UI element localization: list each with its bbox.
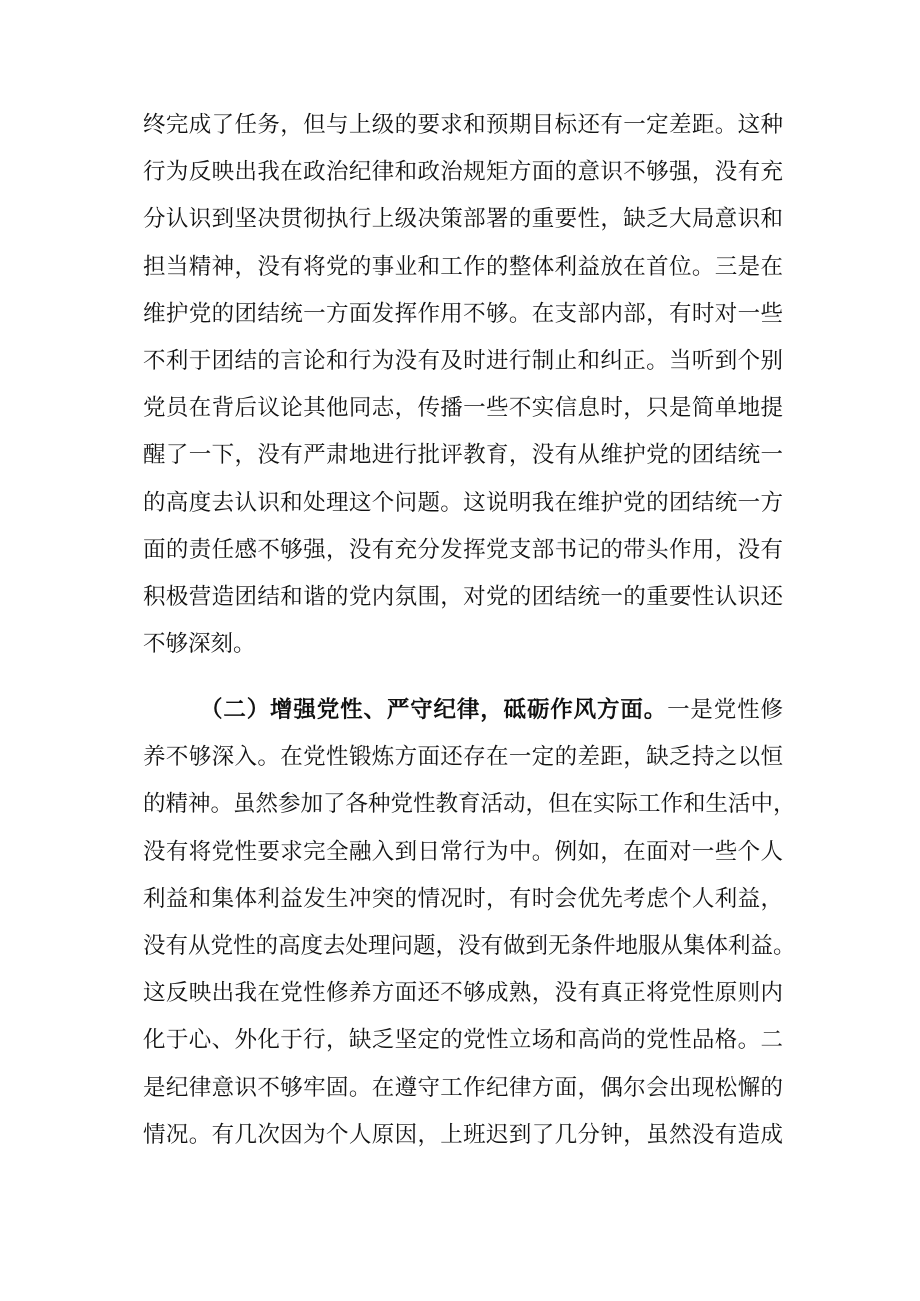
text-line: 党员在背后议论其他同志，传播一些不实信息时，只是简单地提: [143, 395, 783, 422]
section-heading: （二）增强党性、严守纪律，砥砺作风方面。: [200, 697, 668, 723]
text-line: 是纪律意识不够牢固。在遵守工作纪律方面，偶尔会出现松懈的: [143, 1074, 783, 1101]
text-line: 化于心、外化于行，缺乏坚定的党性立场和高尚的党性品格。二: [143, 1027, 783, 1054]
text-line: 行为反映出我在政治纪律和政治规矩方面的意识不够强，没有充: [143, 159, 783, 186]
paragraph-1: [143, 102, 783, 668]
text-line: 没有将党性要求完全融入到日常行为中。例如，在面对一些个人: [143, 838, 783, 865]
text-line: 醒了一下，没有严肃地进行批评教育，没有从维护党的团结统一: [143, 442, 783, 469]
text-line: 没有从党性的高度去处理问题，没有做到无条件地服从集体利益。: [143, 932, 796, 959]
section-heading-line: [143, 687, 783, 734]
text-line: 终完成了任务，但与上级的要求和预期目标还有一定差距。这种: [143, 112, 783, 138]
text-line: 分认识到坚决贯彻执行上级决策部署的重要性，缺乏大局意识和: [143, 206, 783, 233]
text-line: 不够深刻。: [143, 631, 256, 658]
text-line: 面的责任感不够强，没有充分发挥党支部书记的带头作用，没有: [143, 536, 783, 563]
heading-line-rest: 一是党性修: [667, 697, 783, 723]
text-line: 担当精神，没有将党的事业和工作的整体利益放在首位。三是在: [143, 253, 783, 280]
paragraph-2: [143, 687, 796, 1159]
text-line: 利益和集体利益发生冲突的情况时，有时会优先考虑个人利益，: [143, 885, 783, 912]
text-line: 这反映出我在党性修养方面还不够成熟，没有真正将党性原则内: [143, 980, 783, 1007]
text-line: 不利于团结的言论和行为没有及时进行制止和纠正。当听到个别: [143, 347, 783, 374]
text-line: 的高度去认识和处理这个问题。这说明我在维护党的团结统一方: [143, 489, 783, 516]
text-line: 情况。有几次因为个人原因，上班迟到了几分钟，虽然没有造成: [143, 1121, 783, 1148]
text-line: 维护党的团结统一方面发挥作用不够。在支部内部，有时对一些: [143, 300, 783, 327]
text-line: 的精神。虽然参加了各种党性教育活动，但在实际工作和生活中，: [143, 791, 796, 818]
text-line: 积极营造团结和谐的党内氛围，对党的团结统一的重要性认识还: [143, 583, 783, 610]
text-line: 养不够深入。在党性锻炼方面还存在一定的差距，缺乏持之以恒: [143, 744, 783, 771]
